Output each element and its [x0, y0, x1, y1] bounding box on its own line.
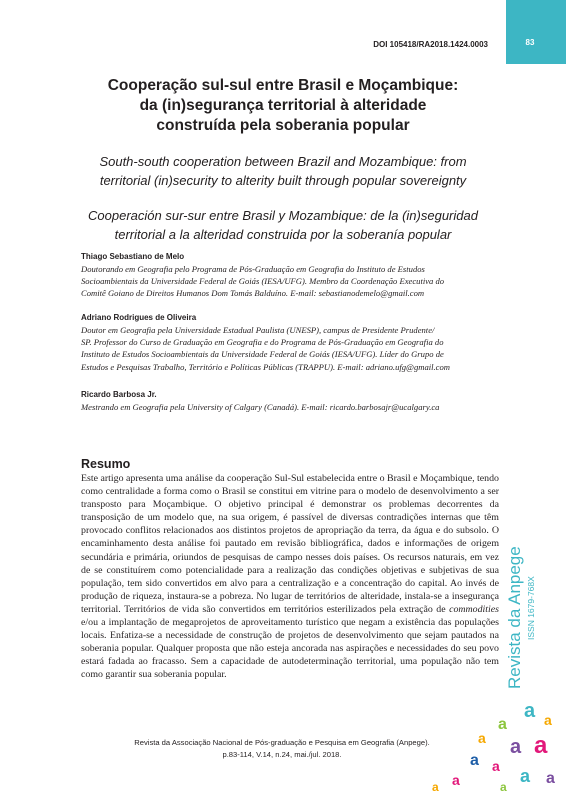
deco-letter: a: [498, 716, 507, 733]
author-block: [81, 389, 501, 413]
side-issn: ISSN 1679-768X: [526, 576, 536, 640]
affiliation-line: Socioambientais da Universidade Federal de Goiás (IESA/UFG). Membro da Coordenação Executiva do: [81, 276, 445, 287]
affiliation-line: Estudos e Pesquisas Trabalho, Território e Políticas Públicas (TRAPPU). E-mail: adriano.ufg@gmail.com: [81, 361, 450, 372]
deco-letter: a: [470, 752, 479, 769]
footer-citation: [96, 737, 468, 761]
abstract-text: Este artigo apresenta uma análise da cooperação Sul-Sul estabelecida entre o Brasil e Moçambique, tendo como centralidade a forma como o Brasil se constitui em vitrine para o modelo de desenvolvimento a ser transposto para Moçambique. O objetivo principal é demonstrar os problemas decorrentes da transposição de um modelo que, na sua origem, é passível de diversas contradições internas que têm provocado conflitos relacionados aos distintos projetos de apropriação da terra, da água e do subsolo. O encaminhamento desta análise foi pautado em revisão bibliográfica, dados e informações de origem secundária e primária, oriundos de pesquisas de campo nesses dois países. Os recursos naturais, em vez de se constituírem como potencialidade para a realização das condições objetivas e subjetivas de sua população, tem sido convertidos em alvo para a centralização e a concentração do capital. Ao invés de produção de riqueza, instaura-se a pobreza. No lugar de territórios de alteridade, instala-se a insegurança territorial. Territórios de vida são convertidos em territórios esterilizados pela extração de: [81, 473, 499, 615]
author-block: [81, 312, 501, 373]
title-en-line: South-south cooperation between Brazil and Mozambique: from: [99, 154, 467, 169]
author-name: Adriano Rodrigues de Oliveira: [81, 313, 197, 322]
page-number-tab: [506, 0, 566, 64]
footer-line: p.83-114, V.14, n.24, mai./jul. 2018.: [222, 750, 342, 759]
abstract-italic-term: commodities: [449, 603, 499, 615]
deco-letter: a: [500, 780, 507, 794]
author-name: Ricardo Barbosa Jr.: [81, 390, 157, 399]
title-pt-line: da (in)segurança territorial à alteridade: [139, 97, 427, 114]
deco-letter: a: [452, 772, 460, 788]
title-pt-line: Cooperação sul-sul entre Brasil e Moçambique:: [107, 77, 459, 94]
page-number: 83: [525, 38, 535, 47]
affiliation-line: Mestrando em Geografia pela University of Calgary (Canadá). E-mail: ricardo.barbosajr@ucalgary.ca: [81, 402, 440, 412]
footer-line: Revista da Associação Nacional de Pós-graduação e Pesquisa em Geografia (Anpege).: [134, 738, 430, 747]
title-pt-line: construída pela soberania popular: [156, 117, 410, 134]
deco-letter: a: [544, 712, 552, 728]
title-en-line: territorial (in)security to alterity built through popular sovereignty: [99, 173, 467, 188]
title-es-line: Cooperación sur-sur entre Brasil y Mozambique: de la (in)seguridad: [88, 208, 478, 223]
author-affiliation: [81, 401, 501, 413]
affiliation-line: Doutor em Geografia pela Universidade Estadual Paulista (UNESP), campus de Presidente Prudente/: [81, 325, 435, 335]
affiliation-line: Instituto de Estudos Socioambientais da Universidade Federal de Goiás (IESA/UFG). Líder do Grupo de: [81, 349, 444, 360]
affiliation-line: SP. Professor do Curso de Graduação em Geografia e do Programa de Pós-Graduação em Geografia do: [81, 337, 444, 348]
title-english: [60, 152, 506, 190]
affiliation-line: Doutorando em Geografia pelo Programa de Pós-Graduação em Geografia do Instituto de Estudos: [81, 264, 425, 274]
deco-letter: a: [478, 730, 486, 746]
deco-letter: a: [432, 780, 439, 794]
abstract-heading: Resumo: [81, 457, 131, 471]
deco-letter: a: [492, 758, 500, 774]
deco-letter: a: [524, 700, 536, 722]
title-spanish: [60, 206, 506, 244]
author-affiliation: [81, 263, 501, 300]
side-journal-name: Revista da Anpege: [505, 546, 524, 689]
author-block: [81, 251, 501, 300]
title-portuguese: [70, 76, 496, 136]
deco-letter: a: [510, 736, 522, 758]
doi-label: DOI 105418/RA2018.1424.0003: [373, 40, 488, 49]
deco-letter: a: [534, 732, 548, 759]
deco-letter: a: [546, 770, 555, 787]
abstract-text: e/ou a implantação de megaprojetos de aproveitamento turístico que negam a existência das populações locais. Enfatiza-se a necessidade de construção de projetos de desenvolvimento que sejam pautados na soberania popular. Qualquer proposta que não esteja ancorada nas aspirações e necessidades do seu povo estará fadada ao fracasso. Sem a capacidade de autodeterminação territorial, uma população não tem como garantir sua soberania popular.: [81, 617, 499, 681]
author-name: Thiago Sebastiano de Melo: [81, 252, 185, 261]
deco-letter: a: [520, 766, 531, 786]
affiliation-line: Comitê Goiano de Direitos Humanos Dom Tomás Balduíno. E-mail: sebastianodemelo@gmail.com: [81, 288, 425, 299]
author-affiliation: [81, 324, 501, 373]
abstract-body: [81, 472, 499, 682]
title-es-line: territorial a la alteridad construida por la soberanía popular: [114, 227, 452, 242]
